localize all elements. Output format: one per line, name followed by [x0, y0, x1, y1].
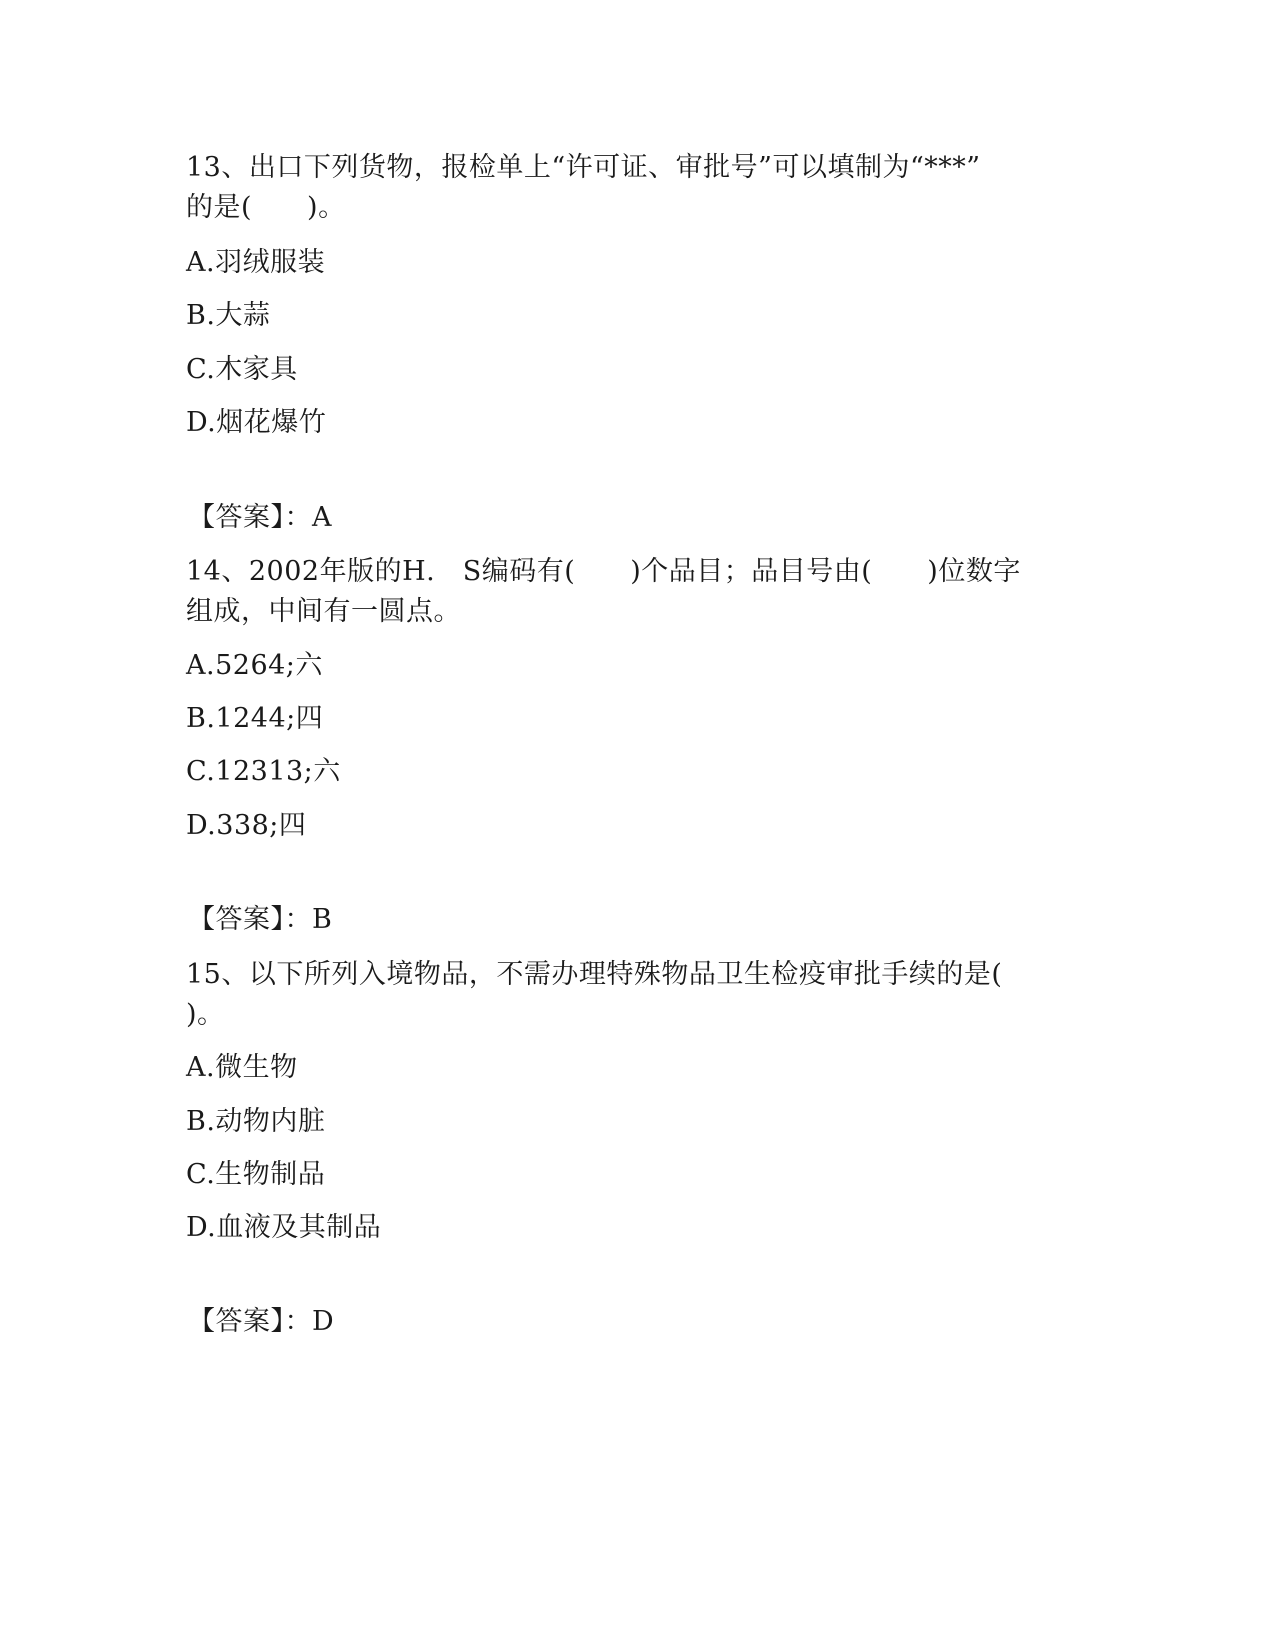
question-14-option-b: B.1244;四: [186, 703, 324, 734]
question-15-option-a: A.微生物: [186, 1052, 298, 1083]
question-14-option-c: C.12313;六: [186, 756, 341, 787]
question-14-stem-line-1: 14、2002年版的H. S编码有( )个品目；品目号由( )位数字: [186, 556, 1021, 587]
question-15-stem-line-2: )。: [186, 999, 225, 1030]
question-14-option-a: A.5264;六: [186, 650, 323, 681]
question-13-option-b: B.大蒜: [186, 300, 271, 331]
question-15-option-c: C.生物制品: [186, 1159, 326, 1190]
question-13-answer: 【答案】：A: [188, 502, 332, 533]
question-14-option-d: D.338;四: [186, 810, 307, 841]
question-13-stem-line-1: 13、出口下列货物，报检单上“许可证、审批号”可以填制为“***”: [186, 152, 981, 183]
question-15-answer: 【答案】：D: [188, 1306, 335, 1337]
question-13-option-c: C.木家具: [186, 354, 298, 385]
question-15-option-b: B.动物内脏: [186, 1106, 326, 1137]
question-13-option-d: D.烟花爆竹: [186, 407, 327, 438]
question-15-stem-line-1: 15、以下所列入境物品，不需办理特殊物品卫生检疫审批手续的是(: [186, 959, 1003, 990]
question-14-stem-line-2: 组成，中间有一圆点。: [186, 596, 461, 627]
question-15-option-d: D.血液及其制品: [186, 1212, 382, 1243]
question-14-answer: 【答案】：B: [188, 904, 333, 935]
question-13-option-a: A.羽绒服装: [186, 247, 326, 278]
question-13-stem-line-2: 的是( )。: [186, 192, 346, 223]
